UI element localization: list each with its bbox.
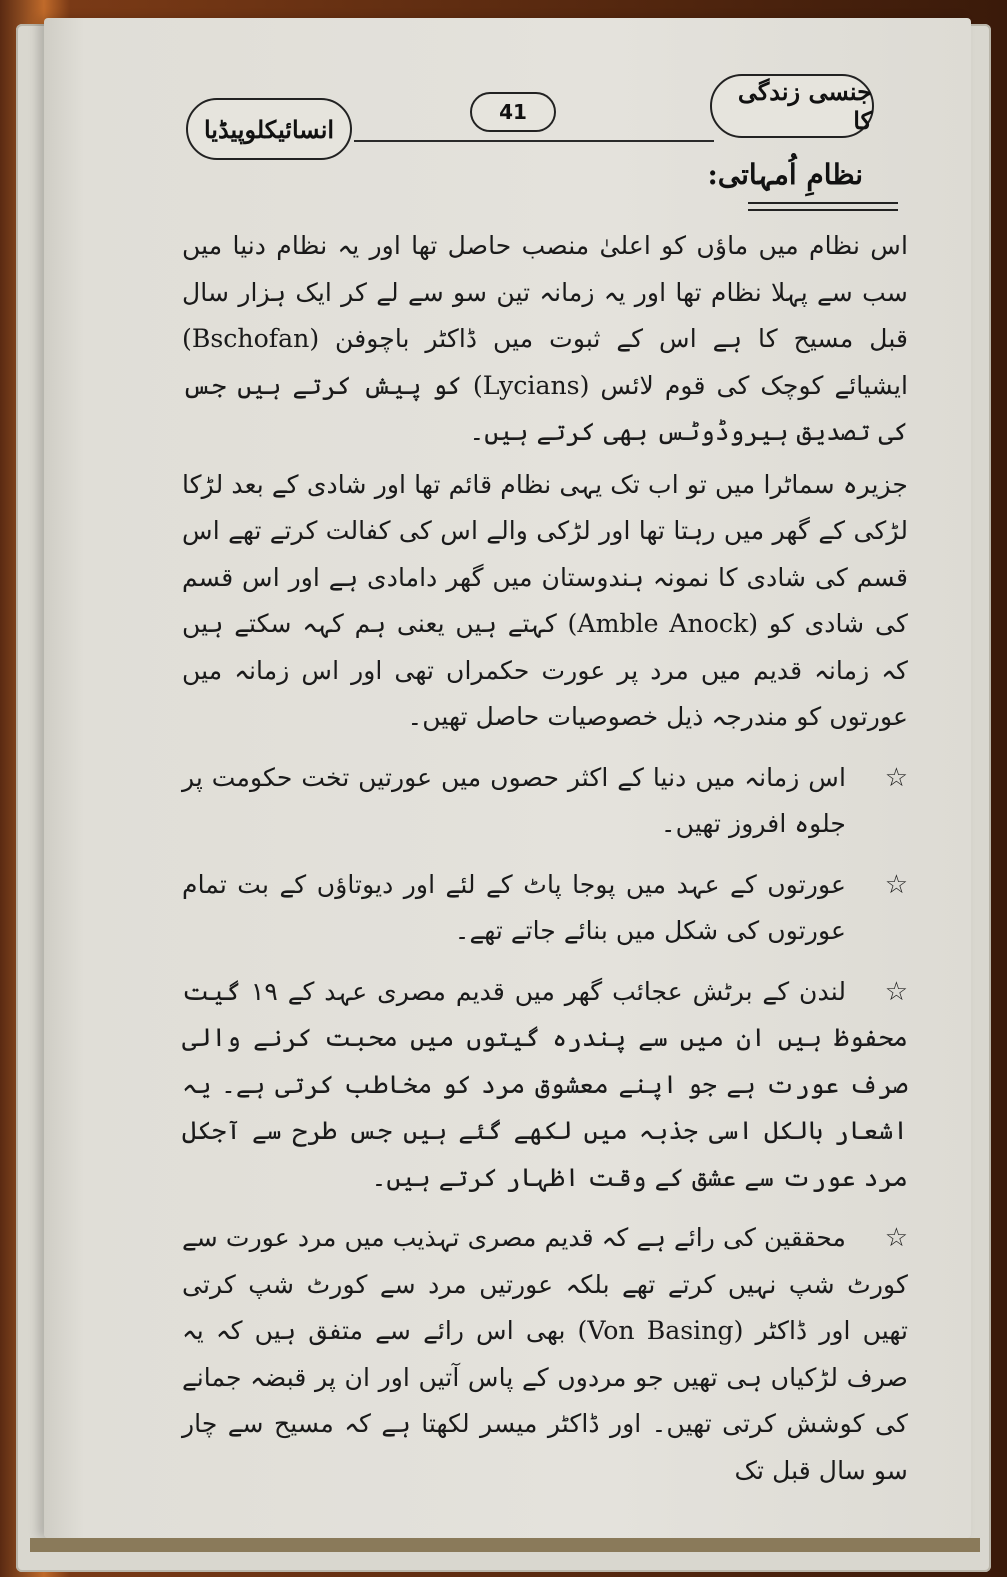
book-bottom-edge bbox=[30, 1538, 980, 1552]
paragraph: جزیرہ سماٹرا میں تو اب تک یہی نظام قائم تھا اور شادی کے بعد لڑکا لڑکی کے گھر میں رہتا تھا اور لڑکی والے اس کی کفالت کرتے تھے اس قسم کی شادی کا نمونہ ہندوستان میں گھر دامادی ہے اور اس قسم کی شادی کو (Amble Anock) کہتے ہیں یعنی ہم کہہ سکتے ہیں کہ زمانہ قدیم میں مرد پر عورت حکمراں تھی اور اس زمانہ میں عورتوں کو مندرجہ ذیل خصوصیات حاصل تھیں۔ bbox=[182, 469, 909, 731]
book-page bbox=[44, 18, 971, 1538]
star-icon: ☆ bbox=[884, 869, 908, 900]
bullet-text: عورتوں کے عہد میں پوجا پاٹ کے لئے اور دیوتاؤں کے بت تمام عورتوں کی شکل میں بنائے جاتے تھے۔ bbox=[182, 869, 846, 945]
paragraph: اس نظام میں ماؤں کو اعلیٰ منصب حاصل تھا اور یہ نظام دنیا میں سب سے پہلا نظام تھا اور یہ زمانہ تین سو سے لے کر ایک ہزار سال قبل مسیح کا ہے اس کے ثبوت میں ڈاکٹر باچوفن (Bschofan) ایشیائے کوچک کی قوم لائس (Lycians) کو پیش کرتے ہیں جس کی تصدیق ہیروڈوٹس بھی کرتے ہیں۔ bbox=[182, 231, 908, 446]
header-rule bbox=[354, 140, 714, 142]
page-number-badge bbox=[470, 92, 556, 132]
header-book-title-left bbox=[186, 98, 352, 160]
bullet-item bbox=[182, 862, 908, 955]
bullet-item bbox=[182, 755, 908, 848]
body-text bbox=[182, 223, 908, 1494]
bullet-text: محققین کی رائے ہے کہ قدیم مصری تہذیب میں مرد عورت سے کورٹ شپ نہیں کرتے تھے بلکہ عورتیں مرد سے کورٹ شپ کرتی تھیں اور ڈاکٹر (Von Basing) بھی اس رائے سے متفق ہیں کہ یہ صرف لڑکیاں ہی تھیں جو مردوں کے پاس آتیں اور ان پر قبضہ جمانے کی کوشش کرتی تھیں۔ اور ڈاکٹر میسر لکھتا ہے کہ مسیح سے چار سو سال قبل تک bbox=[182, 1223, 908, 1485]
header-book-title-right-text: جنسی زندگی کا bbox=[737, 77, 872, 135]
header-book-title-right bbox=[710, 74, 874, 138]
page-number: 41 bbox=[499, 100, 527, 124]
star-icon: ☆ bbox=[884, 762, 908, 793]
star-icon: ☆ bbox=[884, 1223, 908, 1253]
section-heading: نظامِ اُمہاتی: bbox=[707, 158, 863, 191]
section-heading-underline bbox=[748, 202, 898, 211]
bullet-item bbox=[182, 969, 908, 1202]
bullet-text: اس زمانہ میں دنیا کے اکثر حصوں میں عورتیں تخت حکومت پر جلوہ افروز تھیں۔ bbox=[182, 762, 846, 838]
star-icon: ☆ bbox=[884, 976, 908, 1007]
header-book-title-left-text: انسائیکلوپیڈیا bbox=[203, 114, 335, 144]
bullet-item bbox=[182, 1215, 908, 1494]
bullet-text: لندن کے برٹش عجائب گھر میں قدیم مصری عہد کے ۱۹ گیت محفوظ ہیں ان میں سے پندرہ گیتوں میں محبت کرنے والی صرف عورت ہے جو اپنے معشوق مرد کو مخاطب کرتی ہے۔ یہ اشعار بالکل اسی جذبہ میں لکھے گئے ہیں جس طرح سے آجکل مرد عورت سے عشق کے وقت اظہار کرتے ہیں۔ bbox=[182, 976, 908, 1192]
